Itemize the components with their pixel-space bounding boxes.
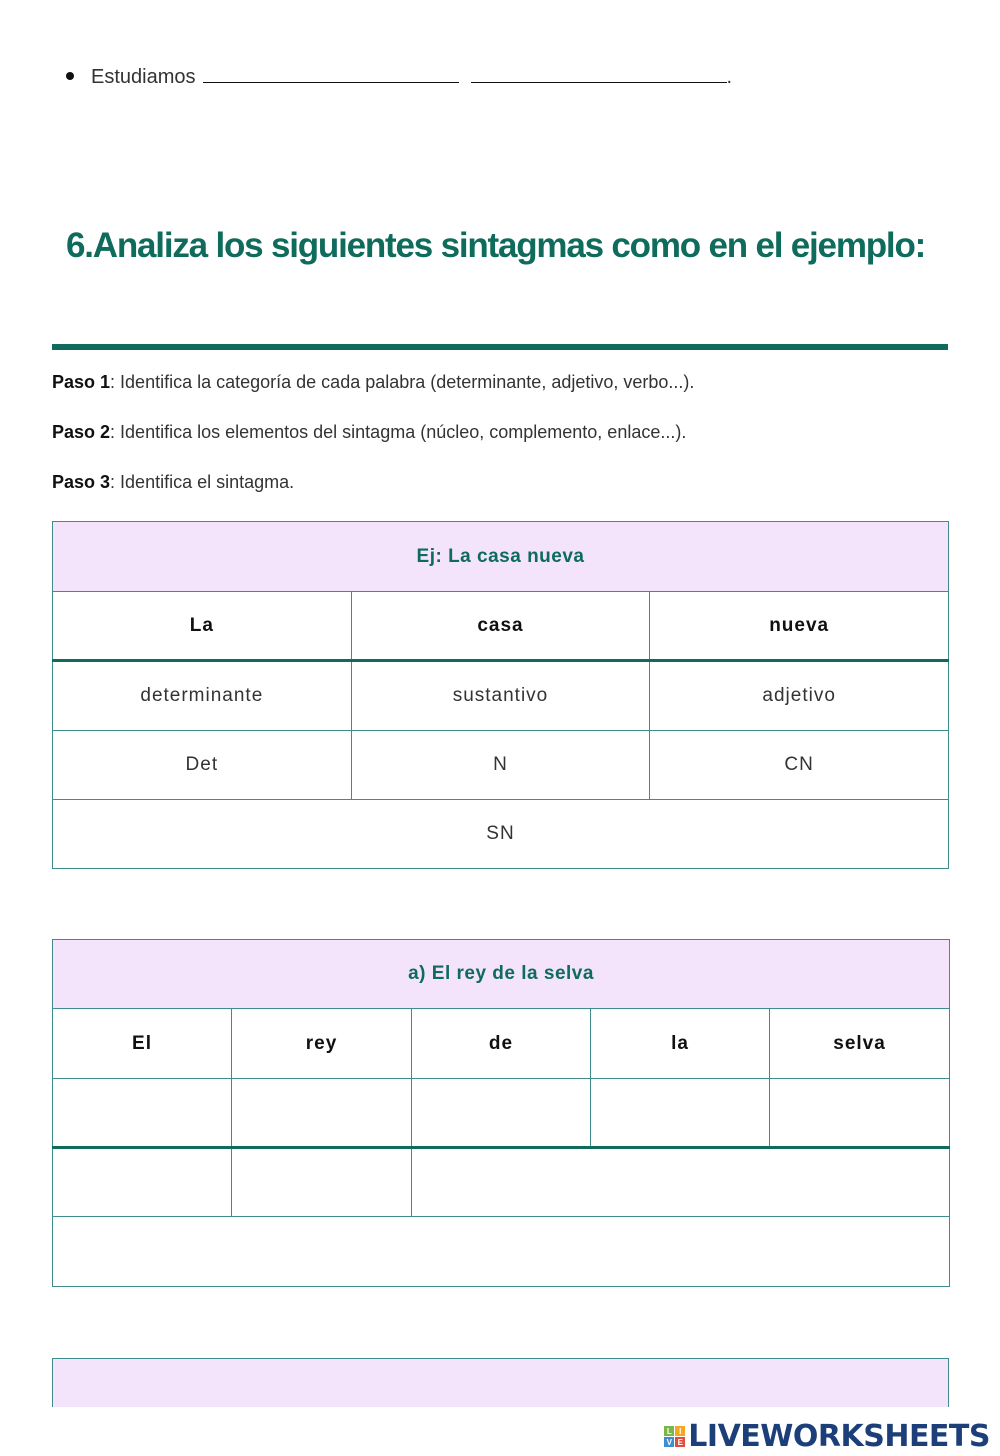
exercise-a-table bbox=[52, 939, 950, 1287]
exercise-a-category-input[interactable] bbox=[591, 1079, 770, 1148]
exercise-a-title: a) El rey de la selva bbox=[53, 940, 950, 1009]
example-word-cell: La bbox=[53, 592, 352, 661]
example-category-cell: determinante bbox=[53, 661, 352, 731]
example-table-title: Ej: La casa nueva bbox=[53, 522, 949, 592]
bullet-item bbox=[66, 64, 732, 89]
liveworksheets-logo bbox=[664, 1419, 990, 1454]
step-2-text: : Identifica los elementos del sintagma (núcleo, complemento, enlace...). bbox=[110, 422, 687, 442]
exercise-a-function-input[interactable] bbox=[412, 1148, 950, 1217]
example-table bbox=[52, 521, 949, 869]
step-1-label: Paso 1 bbox=[52, 372, 111, 392]
example-function-cell: Det bbox=[53, 731, 352, 800]
exercise-a-word-cell: rey bbox=[232, 1009, 412, 1079]
exercise-a-word-cell: la bbox=[591, 1009, 770, 1079]
example-function-cell: CN bbox=[650, 731, 949, 800]
exercise-a-word-cell: El bbox=[53, 1009, 232, 1079]
step-3-text: : Identifica el sintagma. bbox=[110, 472, 295, 492]
bullet-icon bbox=[66, 72, 74, 80]
exercise-a-category-input[interactable] bbox=[232, 1079, 412, 1148]
bullet-text: Estudiamos bbox=[91, 66, 196, 88]
example-function-cell: N bbox=[351, 731, 650, 800]
step-1-text: : Identifica la categoría de cada palabra (determinante, adjetivo, verbo...). bbox=[110, 372, 695, 392]
step-2-label: Paso 2 bbox=[52, 422, 111, 442]
example-word-cell: casa bbox=[351, 592, 650, 661]
logo-letter: L bbox=[664, 1426, 674, 1436]
answer-blank-2[interactable] bbox=[471, 64, 727, 83]
logo-letter: I bbox=[675, 1426, 685, 1436]
exercise-a-category-input[interactable] bbox=[53, 1079, 232, 1148]
exercise-a-category-input[interactable] bbox=[770, 1079, 950, 1148]
step-3 bbox=[52, 472, 294, 493]
logo-letter: E bbox=[675, 1437, 685, 1447]
exercise-a-function-input[interactable] bbox=[232, 1148, 412, 1217]
logo-letter: V bbox=[664, 1437, 674, 1447]
example-category-cell: adjetivo bbox=[650, 661, 949, 731]
example-phrase-cell: SN bbox=[53, 800, 949, 869]
step-1 bbox=[52, 372, 694, 393]
exercise-a-category-input[interactable] bbox=[412, 1079, 591, 1148]
example-category-cell: sustantivo bbox=[351, 661, 650, 731]
exercise-a-word-cell: selva bbox=[770, 1009, 950, 1079]
next-table-header bbox=[52, 1358, 949, 1407]
exercise-title: 6.Analiza los siguientes sintagmas como en el ejemplo: bbox=[66, 226, 926, 265]
exercise-a-function-input[interactable] bbox=[53, 1148, 232, 1217]
example-word-cell: nueva bbox=[650, 592, 949, 661]
bullet-end-punct: . bbox=[726, 66, 733, 88]
exercise-a-word-cell: de bbox=[412, 1009, 591, 1079]
step-2 bbox=[52, 422, 686, 443]
step-3-label: Paso 3 bbox=[52, 472, 111, 492]
title-divider bbox=[52, 344, 948, 350]
exercise-a-phrase-input[interactable] bbox=[53, 1217, 950, 1287]
answer-blank-1[interactable] bbox=[203, 64, 459, 83]
logo-icon bbox=[664, 1426, 685, 1447]
logo-text: LIVEWORKSHEETS bbox=[688, 1419, 990, 1454]
